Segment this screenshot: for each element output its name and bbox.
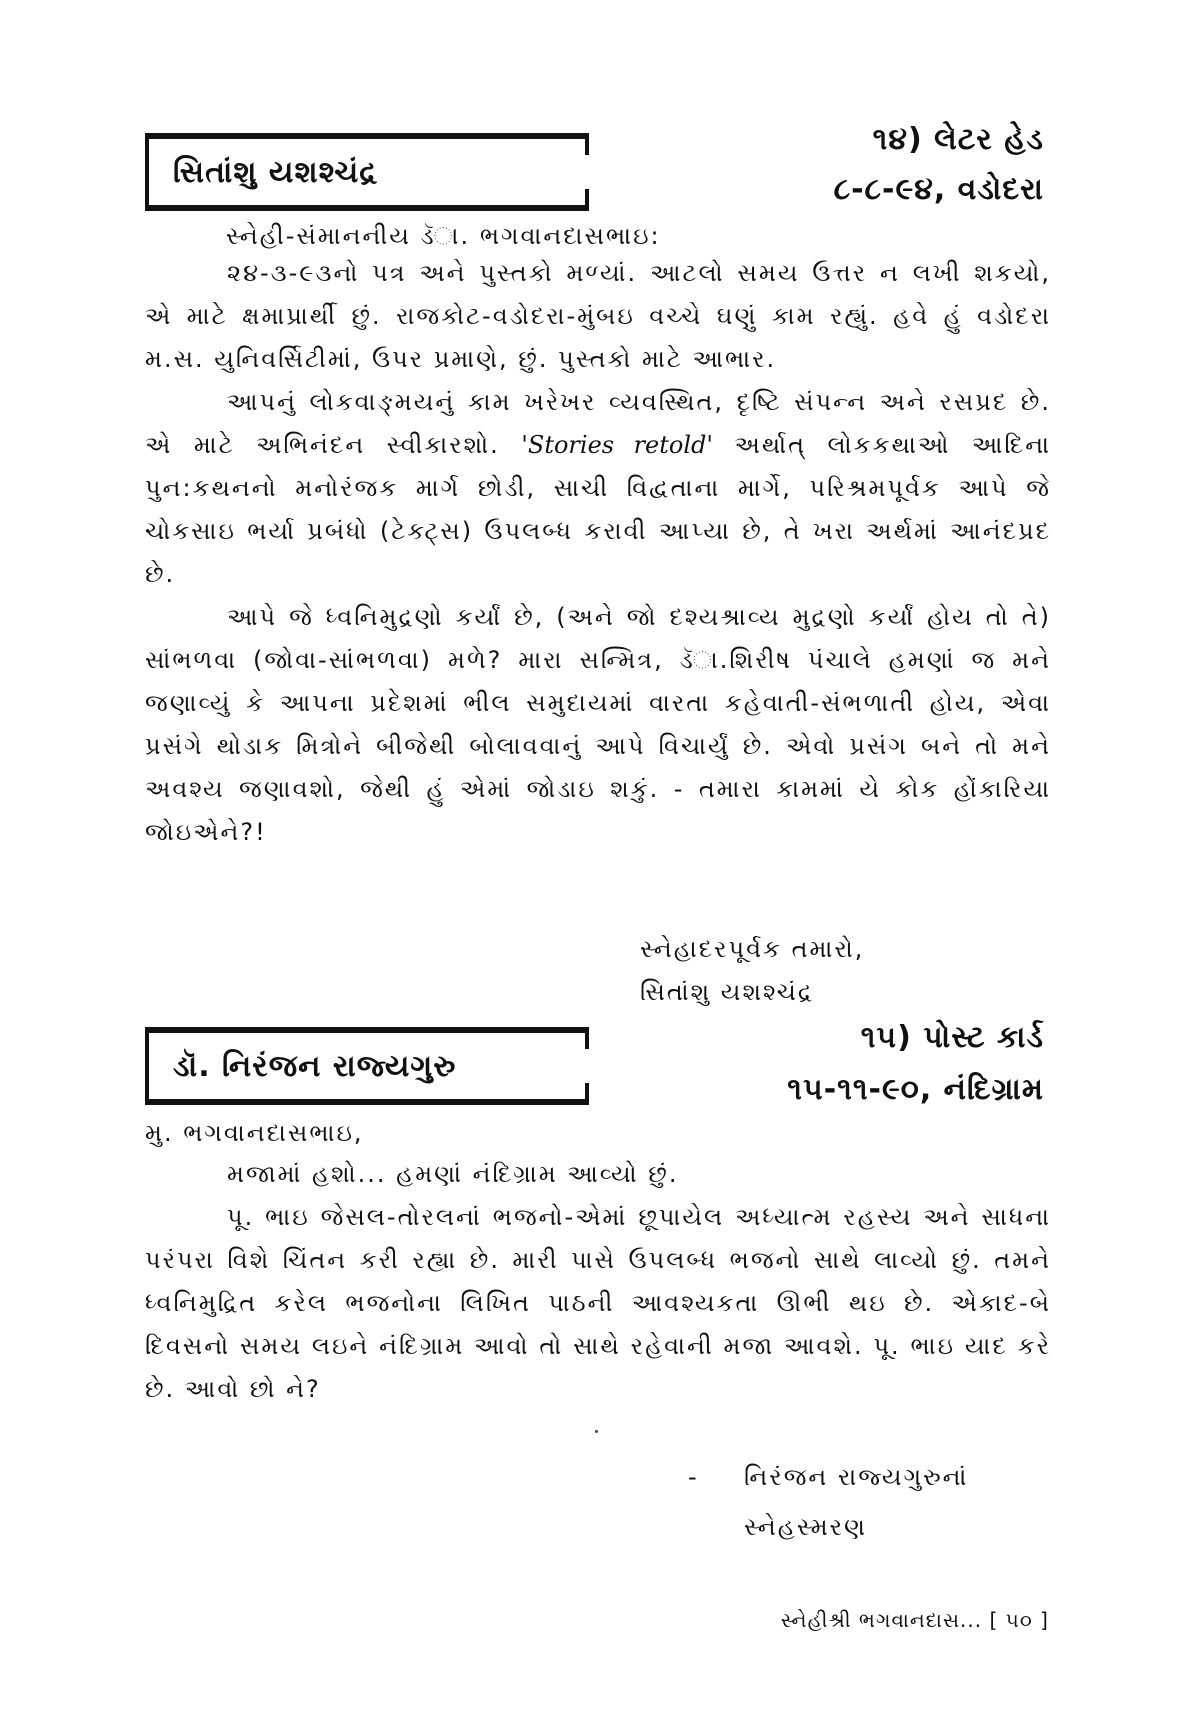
sender-name: ડૉ. નિરંજન રાજ્યગુરુ: [173, 1048, 457, 1084]
book-title: સ્નેહીશ્રી ભગવાનદાસ...: [780, 1608, 983, 1632]
letter-date-place: ૮-૮-૯૪, વડોદરા: [833, 172, 1044, 207]
closing-signoff: સ્નેહસ્મરણ: [744, 1513, 867, 1541]
sender-name-box: [145, 1027, 585, 1105]
paragraph-text: આપનું લોકવાઙ્મયનું કામ ખરેખર વ્યવસ્થિત, દૃષ્ટિ સંપન્ન અને રસપ્રદ છે. એ માટે અભિનંદન સ્વીકારશો.: [145, 388, 1051, 459]
paragraph: આપે જે ધ્વનિમુદ્રણો કર્યાં છે, (અને જો દશ્યશ્રાવ્ય મુદ્રણો કર્યાં હોય તો તે) સાંભળવા (જોવા-સાંભળવા) મળે? મારા સન્મિત્ર, ડૅા.શિરીષ પંચાલે હમણાં જ મને જણાવ્યું કે આપના પ્રદેશમાં ભીલ સમુદાયમાં વારતા કહેવાતી-સંભળાતી હોય, એવા પ્રસંગે થોડાક મિત્રોને બીજેથી બોલાવવાનું આપે વિચાર્યું છે. એવો પ્રસંગ બને તો મને અવશ્ય જણાવશો, જેથી હું એમાં જોડાઇ શકું. - તમારા કામમાં યે કોક હોંકારિયા જોઇએને?!: [145, 603, 1051, 846]
english-phrase: 'Stories retold': [521, 431, 713, 459]
letter-body: [145, 252, 1051, 854]
sender-name: સિતાંશુ યશશ્ચંદ્ર: [173, 154, 378, 190]
letter-date-place: ૧૫-૧૧-૯૦, નંદિગ્રામ: [787, 1072, 1044, 1107]
sender-name-box: [145, 133, 585, 211]
stray-mark: [595, 1430, 598, 1433]
page-footer: [781, 1608, 1049, 1632]
closing-dash: -: [688, 1463, 699, 1491]
letter-body: [145, 1153, 1051, 1411]
paragraph: પૂ. ભાઇ જેસલ-તોરલનાં ભજનો-એમાં છૂપાયેલ અધ્યાત્મ રહસ્ય અને સાધના પરંપરા વિશે ચિંતન કરી રહ્યા છે. મારી પાસે ઉપલબ્ધ ભજનો સાથે લાવ્યો છું. તમને ધ્વનિમુદ્રિત કરેલ ભજનોના લિખિત પાઠની આવશ્યકતા ઊભી થઇ છે. એકાદ-બે દિવસનો સમય લઇને નંદિગ્રામ આવો તો સાથે રહેવાની મજા આવશે. પૂ. ભાઇ યાદ કરે છે. આવો છો ને?: [145, 1203, 1051, 1403]
closing: નિરંજન રાજ્યગુરુનાં: [744, 1463, 969, 1491]
paragraph: ૨૪-૩-૯૩નો પત્ર અને પુસ્તકો મળ્યાં. આટલો સમય ઉત્તર ન લખી શકયો, એ માટે ક્ષમાપ્રાર્થી છું. રાજકોટ-વડોદરા-મુંબઇ વચ્ચે ઘણું કામ રહ્યું. હવે હું વડોદરા મ.સ. યુનિવર્સિટીમાં, ઉપર પ્રમાણે, છું. પુસ્તકો માટે આભાર.: [145, 259, 1051, 373]
signature: સિતાંશુ યશશ્ચંદ્ર: [640, 978, 815, 1006]
salutation: સ્નેહી-સંમાનનીય ડૅા. ભગવાનદાસભાઇ:: [226, 222, 661, 250]
salutation: મુ. ભગવાનદાસભાઇ,: [145, 1119, 364, 1147]
letter-heading: ૧૪) લેટર હેડ: [872, 122, 1044, 157]
paragraph: મજામાં હશો... હમણાં નંદિગ્રામ આવ્યો છું.: [227, 1160, 679, 1188]
page-number: [ ૫૦ ]: [989, 1608, 1049, 1632]
paragraph-text: અર્થાત્ લોકકથાઓ આદિના પુન:કથનનો મનોરંજક માર્ગ છોડી, સાચી વિદ્વતાના માર્ગે, પરિશ્રમપૂર્વક આપે જે ચોકસાઇ ભર્યા પ્રબંધો (ટેક્ટ્સ) ઉપલબ્ધ કરાવી આપ્યા છે, તે ખરા અર્થમાં આનંદપ્રદ છે.: [145, 431, 1051, 588]
closing: સ્નેહાદરપૂર્વક તમારો,: [640, 935, 865, 963]
letter-heading: ૧૫) પોસ્ટ કાર્ડ: [860, 1020, 1044, 1055]
paragraph: [145, 381, 1051, 596]
